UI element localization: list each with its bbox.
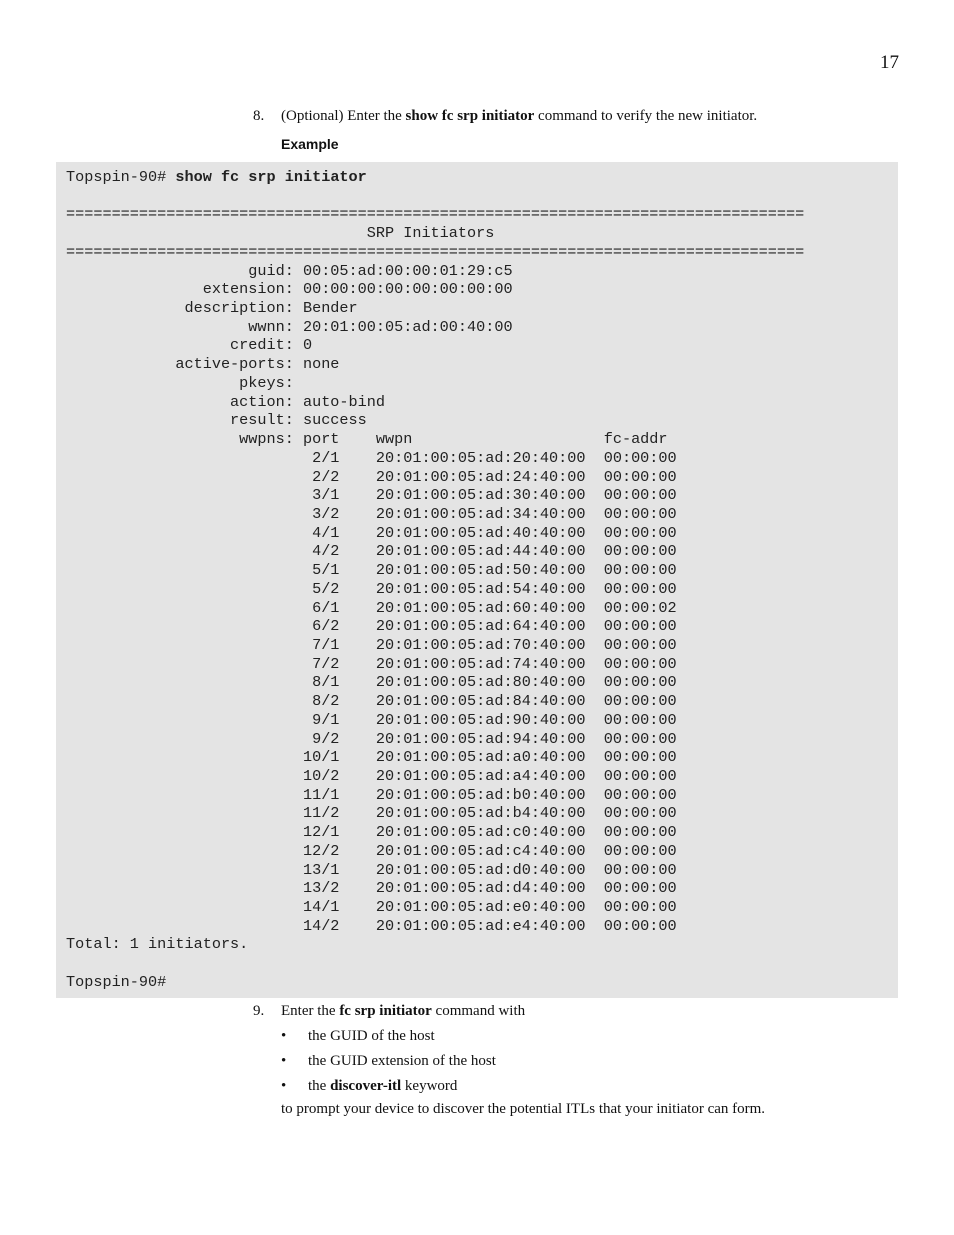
step-9-command: fc srp initiator xyxy=(339,1003,432,1019)
bullet-text: the GUID of the host xyxy=(308,1028,435,1044)
step-9 xyxy=(253,1003,525,1020)
bullet-item xyxy=(281,1078,457,1095)
step-9-number: 9. xyxy=(253,1003,265,1019)
step-8-text-pre: (Optional) Enter the xyxy=(281,108,406,124)
bullet-item xyxy=(281,1053,496,1070)
step-8-command: show fc srp initiator xyxy=(405,108,535,124)
code-block xyxy=(56,162,898,998)
bullet-marker: • xyxy=(281,1078,287,1094)
step-8-number: 8. xyxy=(253,108,265,124)
bullet-marker: • xyxy=(281,1028,287,1044)
code-prompt: Topspin-90# xyxy=(66,168,176,186)
step-9-text-pre: Enter the xyxy=(281,1003,340,1019)
bullet-item xyxy=(281,1028,435,1045)
code-command: show fc srp initiator xyxy=(175,168,367,186)
code-output: ================================================================================= SRP Initiators ================================================================================= guid: 00:05:ad:00:00:01:29:c5 extension: 00:00:00:00:00:00:00:00 description: Bender wwnn: 20:01:00:05:ad:00:40:00 credit: 0 active-ports: none pkeys: action: auto-bind result: success wwpns: port wwpn fc-addr 2/1 20:01:00:05:ad:20:40:00 00:00:00 2/2 20:01:00:05:ad:24:40:00 00:00:00 3/1 20:01:00:05:ad:30:40:00 00:00:00 3/2 20:01:00:05:ad:34:40:00 00:00:00 4/1 20:01:00:05:ad:40:40:00 00:00:00 4/2 20:01:00:05:ad:44:40:00 00:00:00 5/1 20:01:00:05:ad:50:40:00 00:00:00 5/2 20:01:00:05:ad:54:40:00 00:00:00 6/1 20:01:00:05:ad:60:40:00 00:00:02 6/2 20:01:00:05:ad:64:40:00 00:00:00 7/1 20:01:00:05:ad:70:40:00 00:00:00 7/2 20:01:00:05:ad:74:40:00 00:00:00 8/1 20:01:00:05:ad:80:40:00 00:00:00 8/2 20:01:00:05:ad:84:40:00 00:00:00 9/1 20:01:00:05:ad:90:40:00 00:00:00 9/2 20:01:00:05:ad:94:40:00 00:00:00 10/1 20:01:00:05:ad:a0:40:00 00:00:00 10/2 20:01:00:05:ad:a4:40:00 00:00:00 11/1 20:01:00:05:ad:b0:40:00 00:00:00 11/2 20:01:00:05:ad:b4:40:00 00:00:00 12/1 20:01:00:05:ad:c0:40:00 00:00:00 12/2 20:01:00:05:ad:c4:40:00 00:00:00 13/1 20:01:00:05:ad:d0:40:00 00:00:00 13/2 20:01:00:05:ad:d4:40:00 00:00:00 14/1 20:01:00:05:ad:e0:40:00 00:00:00 14/2 20:01:00:05:ad:e4:40:00 00:00:00 Total: 1 initiators. Topspin-90# xyxy=(66,205,805,991)
bullet-text: the xyxy=(308,1078,331,1094)
step-8 xyxy=(253,108,757,125)
page-number: 17 xyxy=(880,52,899,73)
closing-text: to prompt your device to discover the potential ITLs that your initiator can form. xyxy=(281,1101,766,1117)
bullet-text: the GUID extension of the host xyxy=(308,1053,496,1069)
step-9-text-post: command with xyxy=(431,1003,526,1019)
code-text xyxy=(66,168,804,992)
bullet-marker: • xyxy=(281,1053,287,1069)
bullet-bold: discover-itl xyxy=(330,1078,402,1094)
example-heading: Example xyxy=(281,136,339,152)
bullet-text-post: keyword xyxy=(401,1078,458,1094)
step-8-text-post: command to verify the new initiator. xyxy=(534,108,758,124)
